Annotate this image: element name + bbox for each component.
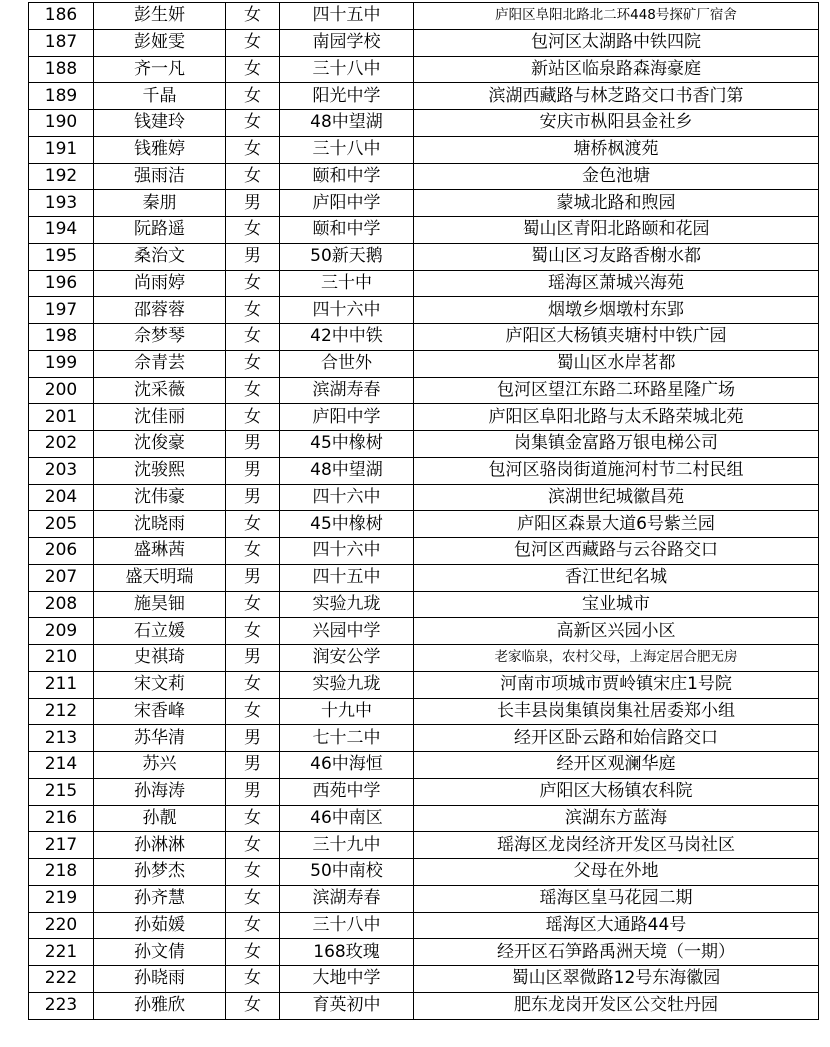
- table-row: [29, 297, 819, 324]
- student-name-cell: 孙文倩: [94, 939, 226, 966]
- student-name-cell: 千晶: [94, 83, 226, 110]
- gender-cell: 男: [226, 484, 280, 511]
- school-cell: 兴园中学: [280, 618, 414, 645]
- address-cell: 滨湖世纪城徽昌苑: [414, 484, 819, 511]
- student-name-cell: 沈晓雨: [94, 511, 226, 538]
- row-number-cell: 217: [29, 832, 94, 859]
- student-name-cell: 佘梦琴: [94, 324, 226, 351]
- gender-cell: 女: [226, 671, 280, 698]
- student-name-cell: 沈俊豪: [94, 431, 226, 458]
- address-cell: 包河区西藏路与云谷路交口: [414, 538, 819, 565]
- school-cell: 育英初中: [280, 992, 414, 1019]
- school-cell: 润安公学: [280, 645, 414, 672]
- school-cell: 滨湖寿春: [280, 885, 414, 912]
- school-cell: 西苑中学: [280, 778, 414, 805]
- gender-cell: 女: [226, 591, 280, 618]
- address-cell: 滨湖西藏路与林芝路交口书香门第: [414, 83, 819, 110]
- table-row: [29, 83, 819, 110]
- table-row: [29, 992, 819, 1019]
- table-row: [29, 671, 819, 698]
- row-number-cell: 219: [29, 885, 94, 912]
- student-name-cell: 盛琳茜: [94, 538, 226, 565]
- address-cell: 长丰县岗集镇岗集社居委郑小组: [414, 698, 819, 725]
- row-number-cell: 209: [29, 618, 94, 645]
- row-number-cell: 199: [29, 350, 94, 377]
- school-cell: 四十六中: [280, 538, 414, 565]
- gender-cell: 男: [226, 645, 280, 672]
- table-row: [29, 324, 819, 351]
- school-cell: 50中南校: [280, 859, 414, 886]
- table-row: [29, 939, 819, 966]
- address-cell: 滨湖东方蓝海: [414, 805, 819, 832]
- address-cell: 瑶海区萧城兴海苑: [414, 270, 819, 297]
- student-name-cell: 盛天明瑞: [94, 564, 226, 591]
- address-cell: 蒙城北路和煦园: [414, 190, 819, 217]
- school-cell: 46中南区: [280, 805, 414, 832]
- row-number-cell: 191: [29, 136, 94, 163]
- school-cell: 46中海恒: [280, 752, 414, 779]
- table-row: [29, 136, 819, 163]
- school-cell: 大地中学: [280, 966, 414, 993]
- student-name-cell: 沈骏熙: [94, 457, 226, 484]
- address-cell: 经开区石笋路禹洲天境（一期）: [414, 939, 819, 966]
- school-cell: 庐阳中学: [280, 190, 414, 217]
- row-number-cell: 190: [29, 110, 94, 137]
- table-row: [29, 243, 819, 270]
- table-row: [29, 511, 819, 538]
- row-number-cell: 197: [29, 297, 94, 324]
- school-cell: 十九中: [280, 698, 414, 725]
- student-name-cell: 强雨洁: [94, 163, 226, 190]
- gender-cell: 女: [226, 939, 280, 966]
- student-name-cell: 沈佳丽: [94, 404, 226, 431]
- school-cell: 42中中铁: [280, 324, 414, 351]
- school-cell: 三十九中: [280, 832, 414, 859]
- gender-cell: 女: [226, 83, 280, 110]
- address-cell: 塘桥枫渡苑: [414, 136, 819, 163]
- student-name-cell: 孙海涛: [94, 778, 226, 805]
- gender-cell: 女: [226, 350, 280, 377]
- address-cell: 庐阳区阜阳北路与太禾路荣城北苑: [414, 404, 819, 431]
- table-row: [29, 457, 819, 484]
- table-row: [29, 350, 819, 377]
- school-cell: 七十二中: [280, 725, 414, 752]
- row-number-cell: 202: [29, 431, 94, 458]
- row-number-cell: 200: [29, 377, 94, 404]
- address-cell: 庐阳区大杨镇农科院: [414, 778, 819, 805]
- table-row: [29, 538, 819, 565]
- row-number-cell: 220: [29, 912, 94, 939]
- student-name-cell: 孙淋淋: [94, 832, 226, 859]
- table-row: [29, 885, 819, 912]
- table-row: [29, 591, 819, 618]
- address-cell: 蜀山区翠微路12号东海徽园: [414, 966, 819, 993]
- student-name-cell: 彭娅雯: [94, 29, 226, 56]
- address-cell: 香江世纪名城: [414, 564, 819, 591]
- table-row: [29, 698, 819, 725]
- gender-cell: 女: [226, 538, 280, 565]
- gender-cell: 女: [226, 698, 280, 725]
- student-name-cell: 苏兴: [94, 752, 226, 779]
- school-cell: 颐和中学: [280, 163, 414, 190]
- table-row: [29, 725, 819, 752]
- table-row: [29, 778, 819, 805]
- row-number-cell: 195: [29, 243, 94, 270]
- address-cell: 经开区卧云路和始信路交口: [414, 725, 819, 752]
- table-row: [29, 805, 819, 832]
- student-name-cell: 施昊钿: [94, 591, 226, 618]
- row-number-cell: 187: [29, 29, 94, 56]
- row-number-cell: 198: [29, 324, 94, 351]
- gender-cell: 男: [226, 243, 280, 270]
- gender-cell: 女: [226, 805, 280, 832]
- school-cell: 三十八中: [280, 56, 414, 83]
- school-cell: 南园学校: [280, 29, 414, 56]
- gender-cell: 女: [226, 270, 280, 297]
- roster-body: [29, 3, 819, 1020]
- table-row: [29, 431, 819, 458]
- row-number-cell: 206: [29, 538, 94, 565]
- table-row: [29, 859, 819, 886]
- address-cell: 宝业城市: [414, 591, 819, 618]
- student-name-cell: 石立媛: [94, 618, 226, 645]
- row-number-cell: 215: [29, 778, 94, 805]
- table-row: [29, 618, 819, 645]
- table-row: [29, 377, 819, 404]
- table-row: [29, 190, 819, 217]
- row-number-cell: 218: [29, 859, 94, 886]
- student-name-cell: 彭生妍: [94, 3, 226, 30]
- student-name-cell: 孙茹媛: [94, 912, 226, 939]
- address-cell: 安庆市枞阳县金社乡: [414, 110, 819, 137]
- table-row: [29, 484, 819, 511]
- school-cell: 三十中: [280, 270, 414, 297]
- table-row: [29, 966, 819, 993]
- school-cell: 168玫瑰: [280, 939, 414, 966]
- gender-cell: 女: [226, 404, 280, 431]
- school-cell: 三十八中: [280, 912, 414, 939]
- student-name-cell: 秦朋: [94, 190, 226, 217]
- table-row: [29, 29, 819, 56]
- address-cell: 包河区太湖路中铁四院: [414, 29, 819, 56]
- gender-cell: 男: [226, 752, 280, 779]
- gender-cell: 男: [226, 725, 280, 752]
- gender-cell: 女: [226, 217, 280, 244]
- gender-cell: 女: [226, 3, 280, 30]
- student-name-cell: 钱雅婷: [94, 136, 226, 163]
- school-cell: 实验九珑: [280, 591, 414, 618]
- student-name-cell: 孙齐慧: [94, 885, 226, 912]
- school-cell: 50新天鹅: [280, 243, 414, 270]
- student-name-cell: 阮路遥: [94, 217, 226, 244]
- address-cell: 肥东龙岗开发区公交牡丹园: [414, 992, 819, 1019]
- gender-cell: 女: [226, 110, 280, 137]
- address-cell: 包河区骆岗街道施河村节二村民组: [414, 457, 819, 484]
- table-row: [29, 645, 819, 672]
- row-number-cell: 223: [29, 992, 94, 1019]
- student-name-cell: 桑治文: [94, 243, 226, 270]
- row-number-cell: 222: [29, 966, 94, 993]
- gender-cell: 女: [226, 29, 280, 56]
- table-row: [29, 404, 819, 431]
- gender-cell: 女: [226, 324, 280, 351]
- table-row: [29, 752, 819, 779]
- address-cell: 蜀山区水岸茗都: [414, 350, 819, 377]
- address-cell: 庐阳区阜阳北路北二环448号探矿厂宿舍: [414, 3, 819, 30]
- gender-cell: 女: [226, 859, 280, 886]
- row-number-cell: 188: [29, 56, 94, 83]
- table-row: [29, 912, 819, 939]
- address-cell: 瑶海区龙岗经济开发区马岗社区: [414, 832, 819, 859]
- row-number-cell: 192: [29, 163, 94, 190]
- address-cell: 蜀山区习友路香榭水都: [414, 243, 819, 270]
- address-cell: 新站区临泉路森海豪庭: [414, 56, 819, 83]
- school-cell: 颐和中学: [280, 217, 414, 244]
- address-cell: 包河区望江东路二环路星隆广场: [414, 377, 819, 404]
- address-cell: 瑶海区皇马花园二期: [414, 885, 819, 912]
- row-number-cell: 189: [29, 83, 94, 110]
- row-number-cell: 211: [29, 671, 94, 698]
- table-row: [29, 110, 819, 137]
- table-row: [29, 564, 819, 591]
- table-row: [29, 163, 819, 190]
- school-cell: 滨湖寿春: [280, 377, 414, 404]
- student-roster-sheet: [28, 2, 818, 1020]
- gender-cell: 女: [226, 618, 280, 645]
- school-cell: 48中望湖: [280, 110, 414, 137]
- row-number-cell: 216: [29, 805, 94, 832]
- gender-cell: 女: [226, 511, 280, 538]
- table-row: [29, 832, 819, 859]
- gender-cell: 男: [226, 190, 280, 217]
- gender-cell: 女: [226, 56, 280, 83]
- gender-cell: 女: [226, 297, 280, 324]
- student-roster-table: [28, 2, 819, 1020]
- row-number-cell: 205: [29, 511, 94, 538]
- school-cell: 实验九珑: [280, 671, 414, 698]
- row-number-cell: 212: [29, 698, 94, 725]
- address-cell: 河南市项城市贾岭镇宋庄1号院: [414, 671, 819, 698]
- gender-cell: 男: [226, 457, 280, 484]
- gender-cell: 男: [226, 564, 280, 591]
- table-row: [29, 56, 819, 83]
- school-cell: 阳光中学: [280, 83, 414, 110]
- table-row: [29, 217, 819, 244]
- student-name-cell: 孙靓: [94, 805, 226, 832]
- row-number-cell: 213: [29, 725, 94, 752]
- gender-cell: 女: [226, 136, 280, 163]
- row-number-cell: 221: [29, 939, 94, 966]
- school-cell: 四十五中: [280, 3, 414, 30]
- row-number-cell: 186: [29, 3, 94, 30]
- student-name-cell: 孙雅欣: [94, 992, 226, 1019]
- school-cell: 庐阳中学: [280, 404, 414, 431]
- row-number-cell: 194: [29, 217, 94, 244]
- address-cell: 岗集镇金富路万银电梯公司: [414, 431, 819, 458]
- student-name-cell: 苏华清: [94, 725, 226, 752]
- address-cell: 瑶海区大通路44号: [414, 912, 819, 939]
- school-cell: 合世外: [280, 350, 414, 377]
- gender-cell: 女: [226, 163, 280, 190]
- gender-cell: 女: [226, 966, 280, 993]
- gender-cell: 女: [226, 832, 280, 859]
- table-row: [29, 3, 819, 30]
- student-name-cell: 尚雨婷: [94, 270, 226, 297]
- address-cell: 经开区观澜华庭: [414, 752, 819, 779]
- row-number-cell: 210: [29, 645, 94, 672]
- table-row: [29, 270, 819, 297]
- student-name-cell: 齐一凡: [94, 56, 226, 83]
- gender-cell: 女: [226, 377, 280, 404]
- row-number-cell: 196: [29, 270, 94, 297]
- school-cell: 四十五中: [280, 564, 414, 591]
- row-number-cell: 208: [29, 591, 94, 618]
- address-cell: 高新区兴园小区: [414, 618, 819, 645]
- student-name-cell: 邵蓉蓉: [94, 297, 226, 324]
- student-name-cell: 沈采薇: [94, 377, 226, 404]
- row-number-cell: 214: [29, 752, 94, 779]
- address-cell: 金色池塘: [414, 163, 819, 190]
- address-cell: 烟墩乡烟墩村东郢: [414, 297, 819, 324]
- row-number-cell: 204: [29, 484, 94, 511]
- gender-cell: 女: [226, 885, 280, 912]
- student-name-cell: 宋文莉: [94, 671, 226, 698]
- row-number-cell: 193: [29, 190, 94, 217]
- address-cell: 父母在外地: [414, 859, 819, 886]
- row-number-cell: 201: [29, 404, 94, 431]
- address-cell: 老家临泉，农村父母，上海定居合肥无房: [414, 645, 819, 672]
- student-name-cell: 孙晓雨: [94, 966, 226, 993]
- row-number-cell: 203: [29, 457, 94, 484]
- school-cell: 48中望湖: [280, 457, 414, 484]
- gender-cell: 男: [226, 431, 280, 458]
- school-cell: 四十六中: [280, 484, 414, 511]
- address-cell: 庐阳区森景大道6号紫兰园: [414, 511, 819, 538]
- student-name-cell: 孙梦杰: [94, 859, 226, 886]
- school-cell: 45中橡树: [280, 511, 414, 538]
- row-number-cell: 207: [29, 564, 94, 591]
- gender-cell: 女: [226, 992, 280, 1019]
- school-cell: 四十六中: [280, 297, 414, 324]
- student-name-cell: 史祺琦: [94, 645, 226, 672]
- student-name-cell: 钱建玲: [94, 110, 226, 137]
- school-cell: 45中橡树: [280, 431, 414, 458]
- address-cell: 庐阳区大杨镇夹塘村中铁广园: [414, 324, 819, 351]
- gender-cell: 女: [226, 912, 280, 939]
- student-name-cell: 佘青芸: [94, 350, 226, 377]
- school-cell: 三十八中: [280, 136, 414, 163]
- student-name-cell: 沈伟豪: [94, 484, 226, 511]
- address-cell: 蜀山区青阳北路颐和花园: [414, 217, 819, 244]
- gender-cell: 男: [226, 778, 280, 805]
- student-name-cell: 宋香峰: [94, 698, 226, 725]
